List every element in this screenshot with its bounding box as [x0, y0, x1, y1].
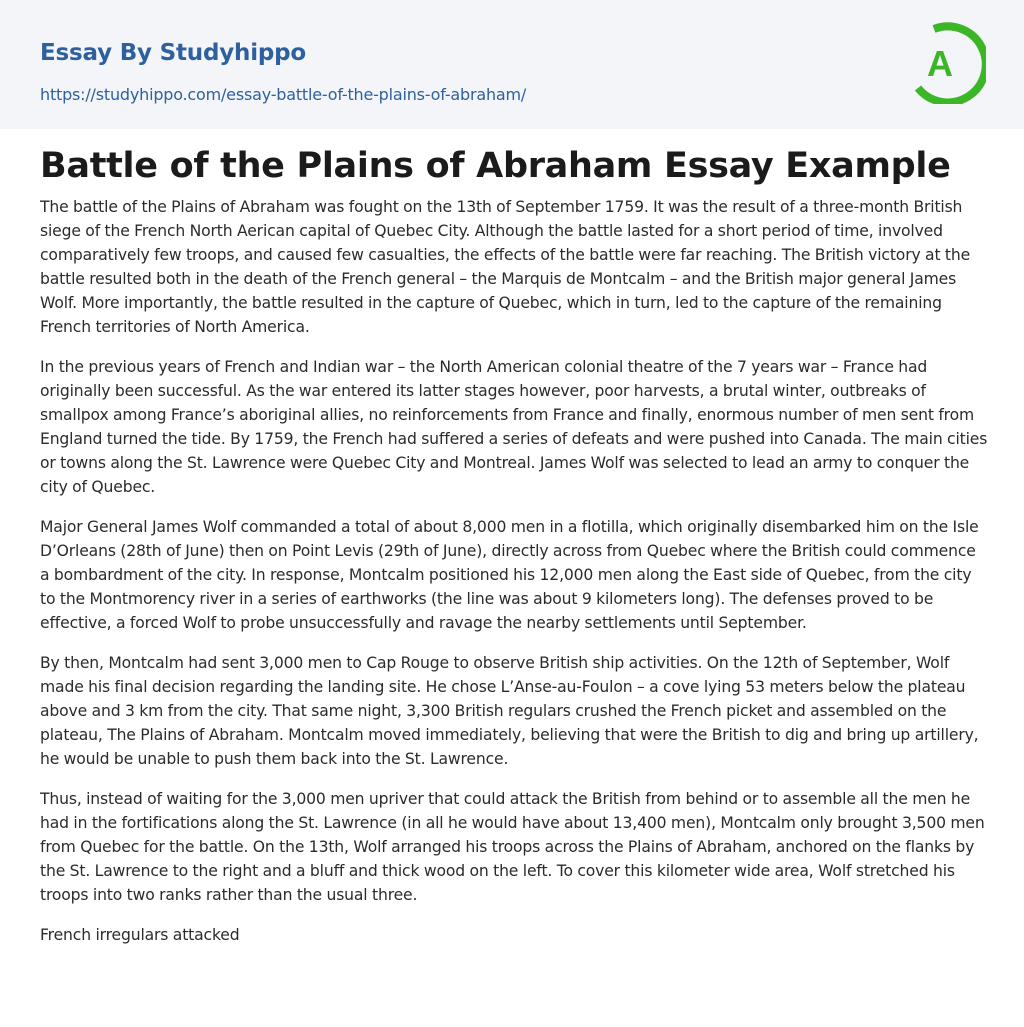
essay-paragraph: In the previous years of French and Indian war – the North American colonial theatre of the 7 years war – France had originally been successful. As the war entered its latter stages however, poor harvests, a brutal winter, outbreaks of smallpox among France’s aboriginal allies, no reinforcements from France and finally, enormous number of men sent from England turned the tide. By 1759, the French had suffered a series of defeats and were pushed into Canada. The main cities or towns along the St. Lawrence were Quebec City and Montreal. James Wolf was selected to lead an army to conquer the city of Quebec.: [40, 358, 988, 496]
essay-paragraph: Thus, instead of waiting for the 3,000 men upriver that could attack the British from behind or to assemble all the men he had in the fortifications along the St. Lawrence (in all he would have about 13,400 men), Montcalm only brought 3,500 men from Quebec for the battle. On the 13th, Wolf arranged his troops across the Plains of Abraham, anchored on the flanks by the St. Lawrence to the right and a bluff and thick wood on the left. To cover this kilometer wide area, Wolf stretched his troops into two ranks rather than the usual three.: [40, 790, 985, 904]
essay-url-link[interactable]: https://studyhippo.com/essay-battle-of-the-plains-of-abraham/: [40, 85, 527, 104]
essay-paragraph: By then, Montcalm had sent 3,000 men to Cap Rouge to observe British ship activities. On the 12th of September, Wolf made his final decision regarding the landing site. He chose L’Anse-au-Foulon – a cove lying 53 meters below the plateau above and 3 km from the city. That same night, 3,300 British regulars crushed the French picket and assembled on the plateau, The Plains of Abraham. Montcalm moved immediately, believing that were the British to dig and bring up artillery, he would be unable to push them back into the St. Lawrence.: [40, 654, 979, 768]
logo-letter: A: [927, 43, 953, 84]
essay-body: [40, 195, 988, 963]
site-brand[interactable]: Essay By Studyhippo: [40, 40, 307, 66]
essay-paragraph: French irregulars attacked: [40, 926, 240, 944]
essay-paragraph: Major General James Wolf commanded a total of about 8,000 men in a flotilla, which originally disembarked him on the Isle D’Orleans (28th of June) then on Point Levis (29th of June), directly across from Quebec where the British could commence a bombardment of the city. In response, Montcalm positioned his 12,000 men along the East side of Quebec, from the city to the Montmorency river in a series of earthworks (the line was about 9 kilometers long). The defenses proved to be effective, a forced Wolf to probe unsuccessfully and ravage the nearby settlements until September.: [40, 518, 979, 632]
page-title: Battle of the Plains of Abraham Essay Example: [40, 146, 951, 186]
essay-paragraph: The battle of the Plains of Abraham was fought on the 13th of September 1759. It was the result of a three-month British siege of the French North Aerican capital of Quebec City. Although the battle lasted for a short period of time, involved comparatively few troops, and caused few casualties, the effects of the battle were far reaching. The British victory at the battle resulted both in the death of the French general – the Marquis de Montcalm – and the British major general James Wolf. More importantly, the battle resulted in the capture of Quebec, which in turn, led to the capture of the remaining French territories of North America.: [40, 198, 971, 336]
